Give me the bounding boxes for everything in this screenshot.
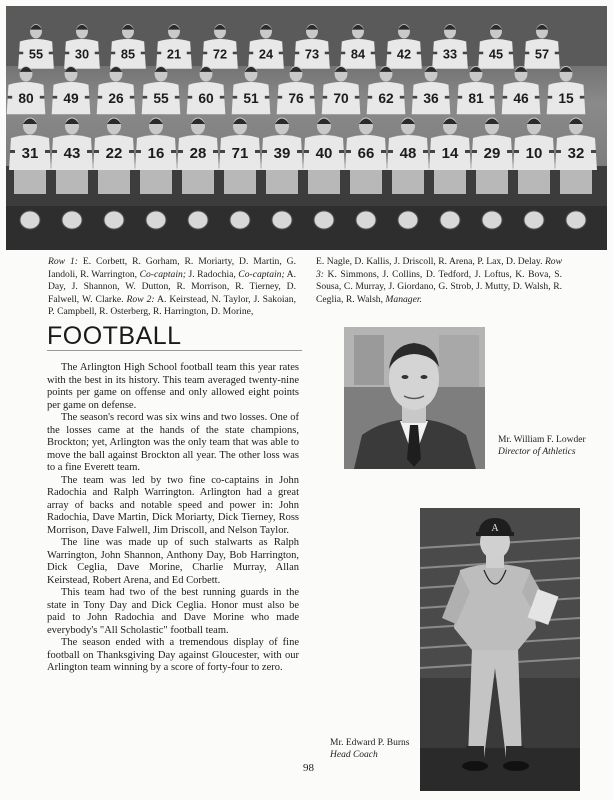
director-portrait-photo (344, 327, 485, 469)
jersey-number: 60 (198, 91, 214, 107)
jersey-number: 76 (288, 91, 304, 107)
team-caption-right (316, 256, 562, 306)
caption-names: E. Corbett, R. Gorham, R. Moriarty, D. Martin, G. Iandoli, R. Warrington, (48, 256, 296, 280)
paragraph: The season's record was six wins and two losses. One of the losses came at the hands of the state champions, Brockton; yet, Arlington was the only team that was able to move the ball against Brockton all year. The other loss was to a fine Everett team. (47, 412, 299, 473)
caption-label: Row 2: (126, 293, 155, 305)
player (502, 66, 541, 114)
jersey-number: 81 (468, 91, 484, 107)
jersey-number: 30 (74, 46, 90, 62)
jersey-number: 55 (153, 91, 169, 107)
jersey-number: 42 (396, 46, 412, 62)
player (457, 66, 496, 114)
caption-label: Row 3: (316, 256, 562, 280)
jersey-number: 24 (258, 46, 274, 62)
team-photo (6, 6, 607, 250)
player (412, 66, 451, 114)
page-number: 98 (303, 762, 314, 774)
jersey-number: 45 (488, 46, 504, 62)
jersey-number: 71 (231, 145, 249, 162)
coach-portrait-photo (420, 508, 580, 791)
player (367, 66, 406, 114)
title-divider (47, 350, 302, 351)
jersey-number: 57 (534, 46, 550, 62)
team-caption-left (48, 256, 296, 319)
jersey-number: 26 (108, 91, 124, 107)
jersey-number: 33 (442, 46, 458, 62)
caption-label: Manager. (385, 293, 422, 305)
jersey-number: 46 (513, 91, 529, 107)
team-photo-graphic (6, 6, 607, 250)
player (322, 66, 361, 114)
jersey-number: 80 (18, 91, 34, 107)
coach-role: Head Coach (330, 749, 378, 760)
page-title: FOOTBALL (47, 322, 182, 350)
player (7, 66, 46, 114)
jersey-number: 40 (315, 145, 333, 162)
jersey-number: 28 (189, 145, 207, 162)
jersey-number: 72 (212, 46, 228, 62)
player (187, 66, 226, 114)
jersey-number: 49 (63, 91, 79, 107)
player (547, 66, 586, 114)
caption-label: Co-captain; (238, 268, 285, 280)
jersey-number: 70 (333, 91, 349, 107)
caption-names: K. Simmons, J. Collins, D. Tedford, J. Loftus, K. Bova, S. Sousa, C. Murray, J. Giordano, G. Strob, J. Mutty, D. Walsh, R. Ceglia, R. Walsh, (316, 268, 562, 305)
caption-names: J. Radochia, (185, 268, 239, 280)
paragraph: The Arlington High School football team this year rates with the best in its history. This team averaged twenty-nine points per game on offense and only allowed eight points per game on defense. (47, 362, 299, 411)
jersey-number: 32 (567, 145, 585, 162)
coach-portrait-caption (330, 738, 409, 761)
jersey-number: 62 (378, 91, 394, 107)
jersey-number: 29 (483, 145, 501, 162)
caption-label: Row 1: (48, 256, 78, 267)
director-portrait-caption (498, 435, 586, 458)
coach-portrait-graphic (420, 508, 580, 791)
cap-letter: A (491, 523, 499, 534)
player (97, 66, 136, 114)
jersey-number: 36 (423, 91, 439, 107)
player (142, 66, 181, 114)
jersey-number: 10 (525, 145, 543, 162)
jersey-number: 14 (441, 145, 459, 162)
director-role: Director of Athletics (498, 446, 576, 457)
caption-names: A. Keirstead, N. Taylor, J. Sakoian, P. Campbell, R. Osterberg, R. Harrington, D. Morine, (48, 293, 296, 318)
jersey-number: 22 (105, 145, 123, 162)
paragraph: This team had two of the best running guards in the state in Tony Day and Dick Ceglia. Honor must also be paid to John Radochia and Dave Morine who made everybody's "All Scholastic" football team. (47, 587, 299, 636)
jersey-number: 15 (558, 91, 574, 107)
paragraph: The season ended with a tremendous display of fine football on Thanksgiving Day against Gloucester, with our Arlington team winning by a score of forty-four to zero. (47, 637, 299, 673)
caption-label: Co-captain; (139, 268, 186, 280)
jersey-number: 55 (28, 46, 44, 62)
jersey-number: 51 (243, 91, 259, 107)
jersey-number: 39 (273, 145, 291, 162)
director-name: Mr. William F. Lowder (498, 435, 586, 445)
jersey-number: 48 (399, 145, 417, 162)
article-body (47, 362, 299, 675)
caption-names: A. Day, J. Shannon, W. Dutton, R. Morrison, R. Tierney, D. Falwell, W. Clarke. (48, 268, 296, 305)
coach-name: Mr. Edward P. Burns (330, 738, 410, 748)
jersey-number: 84 (350, 46, 366, 62)
paragraph: The team was led by two fine co-captains in John Radochia and Ralph Warrington. Arlington had a great array of backs and notable speed and power in: John Radochia, Dave Martin, Dick Moriarty, Dick Tierney, Ross Morrison, Dave Falwell, Jim Driscoll, and Nelson Taylor. (47, 474, 299, 536)
jersey-number: 31 (21, 145, 39, 162)
paragraph: The line was made up of such stalwarts as Ralph Warrington, John Shannon, Anthony Day, Bob Harrington, Dick Ceglia, Dave Morine, Charlie Murray, Allan Keirstead, Robert Arena, and Ed Corbett. (47, 537, 299, 586)
player (277, 66, 316, 114)
player (232, 66, 271, 114)
caption-names: E. Nagle, D. Kallis, J. Driscoll, R. Arena, P. Lax, D. Delay. (316, 256, 545, 267)
jersey-number: 16 (147, 145, 165, 162)
director-portrait-graphic (344, 327, 485, 469)
player (52, 66, 91, 114)
jersey-number: 85 (120, 46, 136, 62)
jersey-number: 21 (166, 46, 182, 62)
jersey-number: 43 (63, 145, 81, 162)
jersey-number: 66 (357, 145, 375, 162)
jersey-number: 73 (304, 46, 320, 62)
